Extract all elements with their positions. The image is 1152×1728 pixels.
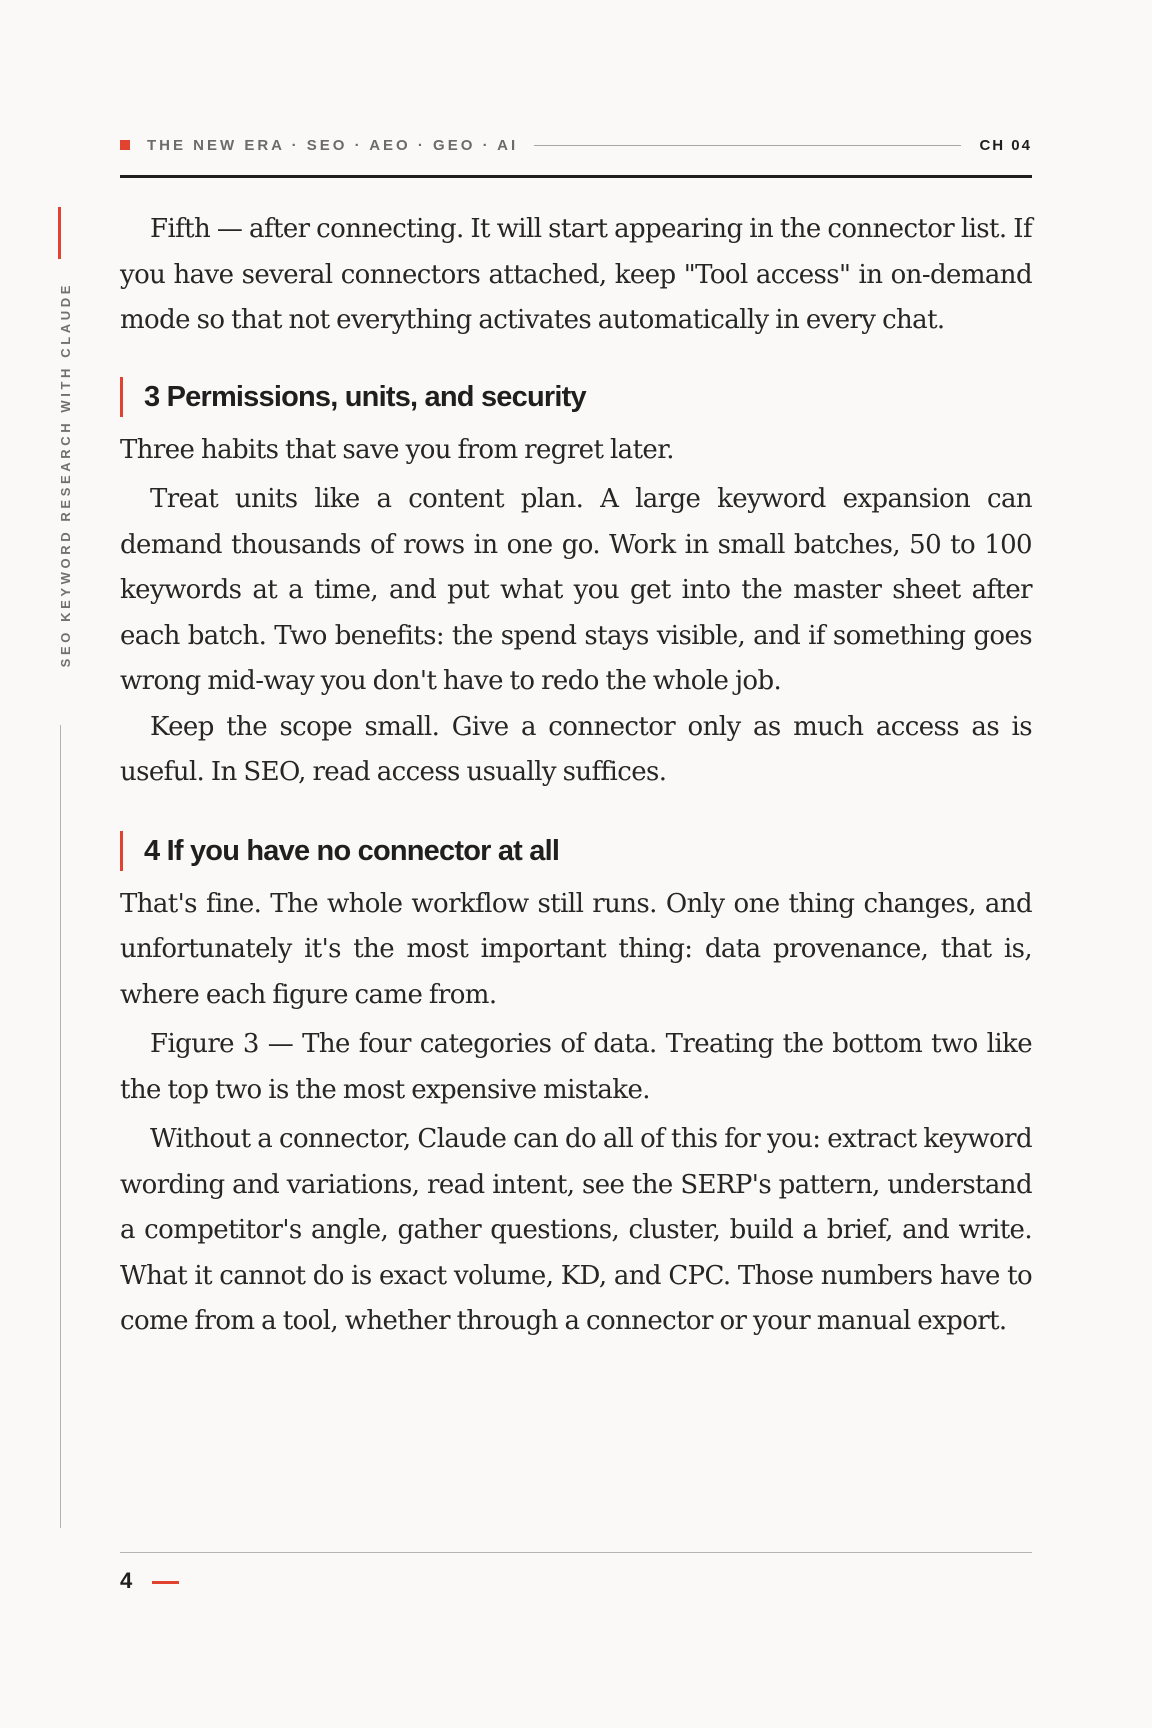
section-heading-permissions: 3 Permissions, units, and security xyxy=(120,378,1032,416)
header-accent-square xyxy=(120,140,130,150)
paragraph-no-connector: That's fine. The whole workflow still runs. Only one thing changes, and unfortunately it's the most important thing: data provenance, that is, where each figure came from. xyxy=(120,888,1032,1010)
side-accent-bar xyxy=(58,207,61,259)
section-heading-no-connector: 4 If you have no connector at all xyxy=(120,832,1032,870)
side-book-title: SEO KEYWORD RESEARCH WITH CLAUDE xyxy=(58,282,73,668)
header-divider xyxy=(120,175,1032,178)
paragraph-habits-intro: Three habits that save you from regret later. xyxy=(120,434,674,465)
header-rule xyxy=(534,145,961,146)
footer-rule xyxy=(120,1552,1032,1553)
paragraph-scope: Keep the scope small. Give a connector only as much access as is useful. In SEO, read access usually suffices. xyxy=(120,711,1032,787)
chapter-label: CH 04 xyxy=(979,136,1032,154)
side-rule xyxy=(60,725,61,1528)
paragraph-without-connector: Without a connector, Claude can do all of this for you: extract keyword wording and variations, read intent, see the SERP's pattern, understand a competitor's angle, gather questions, cluster, build a brief, and write. What it cannot do is exact volume, KD, and CPC. Those numbers have to come from a tool, whether through a connector or your manual export. xyxy=(120,1124,1032,1336)
page-body xyxy=(120,207,1032,1345)
running-header xyxy=(120,132,1032,158)
running-title: THE NEW ERA · SEO · AEO · GEO · AI xyxy=(147,136,519,154)
paragraph-units: Treat units like a content plan. A large keyword expansion can demand thousands of rows in one go. Work in small batches, 50 to 100 keywords at a time, and put what you get into the master sheet after each batch. Two benefits: the spend stays visible, and if something goes wrong mid-way you don't have to redo the whole job. xyxy=(120,484,1032,696)
paragraph-fifth-step: Fifth — after connecting. It will start appearing in the connector list. If you have several connectors attached, keep "Tool access" in on-demand mode so that not everything activates automatically in every chat. xyxy=(120,214,1032,335)
paragraph-figure-caption: Figure 3 — The four categories of data. Treating the bottom two like the top two is the most expensive mistake. xyxy=(120,1029,1032,1105)
page-number: 4 xyxy=(120,1568,133,1593)
page-number-dash xyxy=(152,1581,179,1584)
